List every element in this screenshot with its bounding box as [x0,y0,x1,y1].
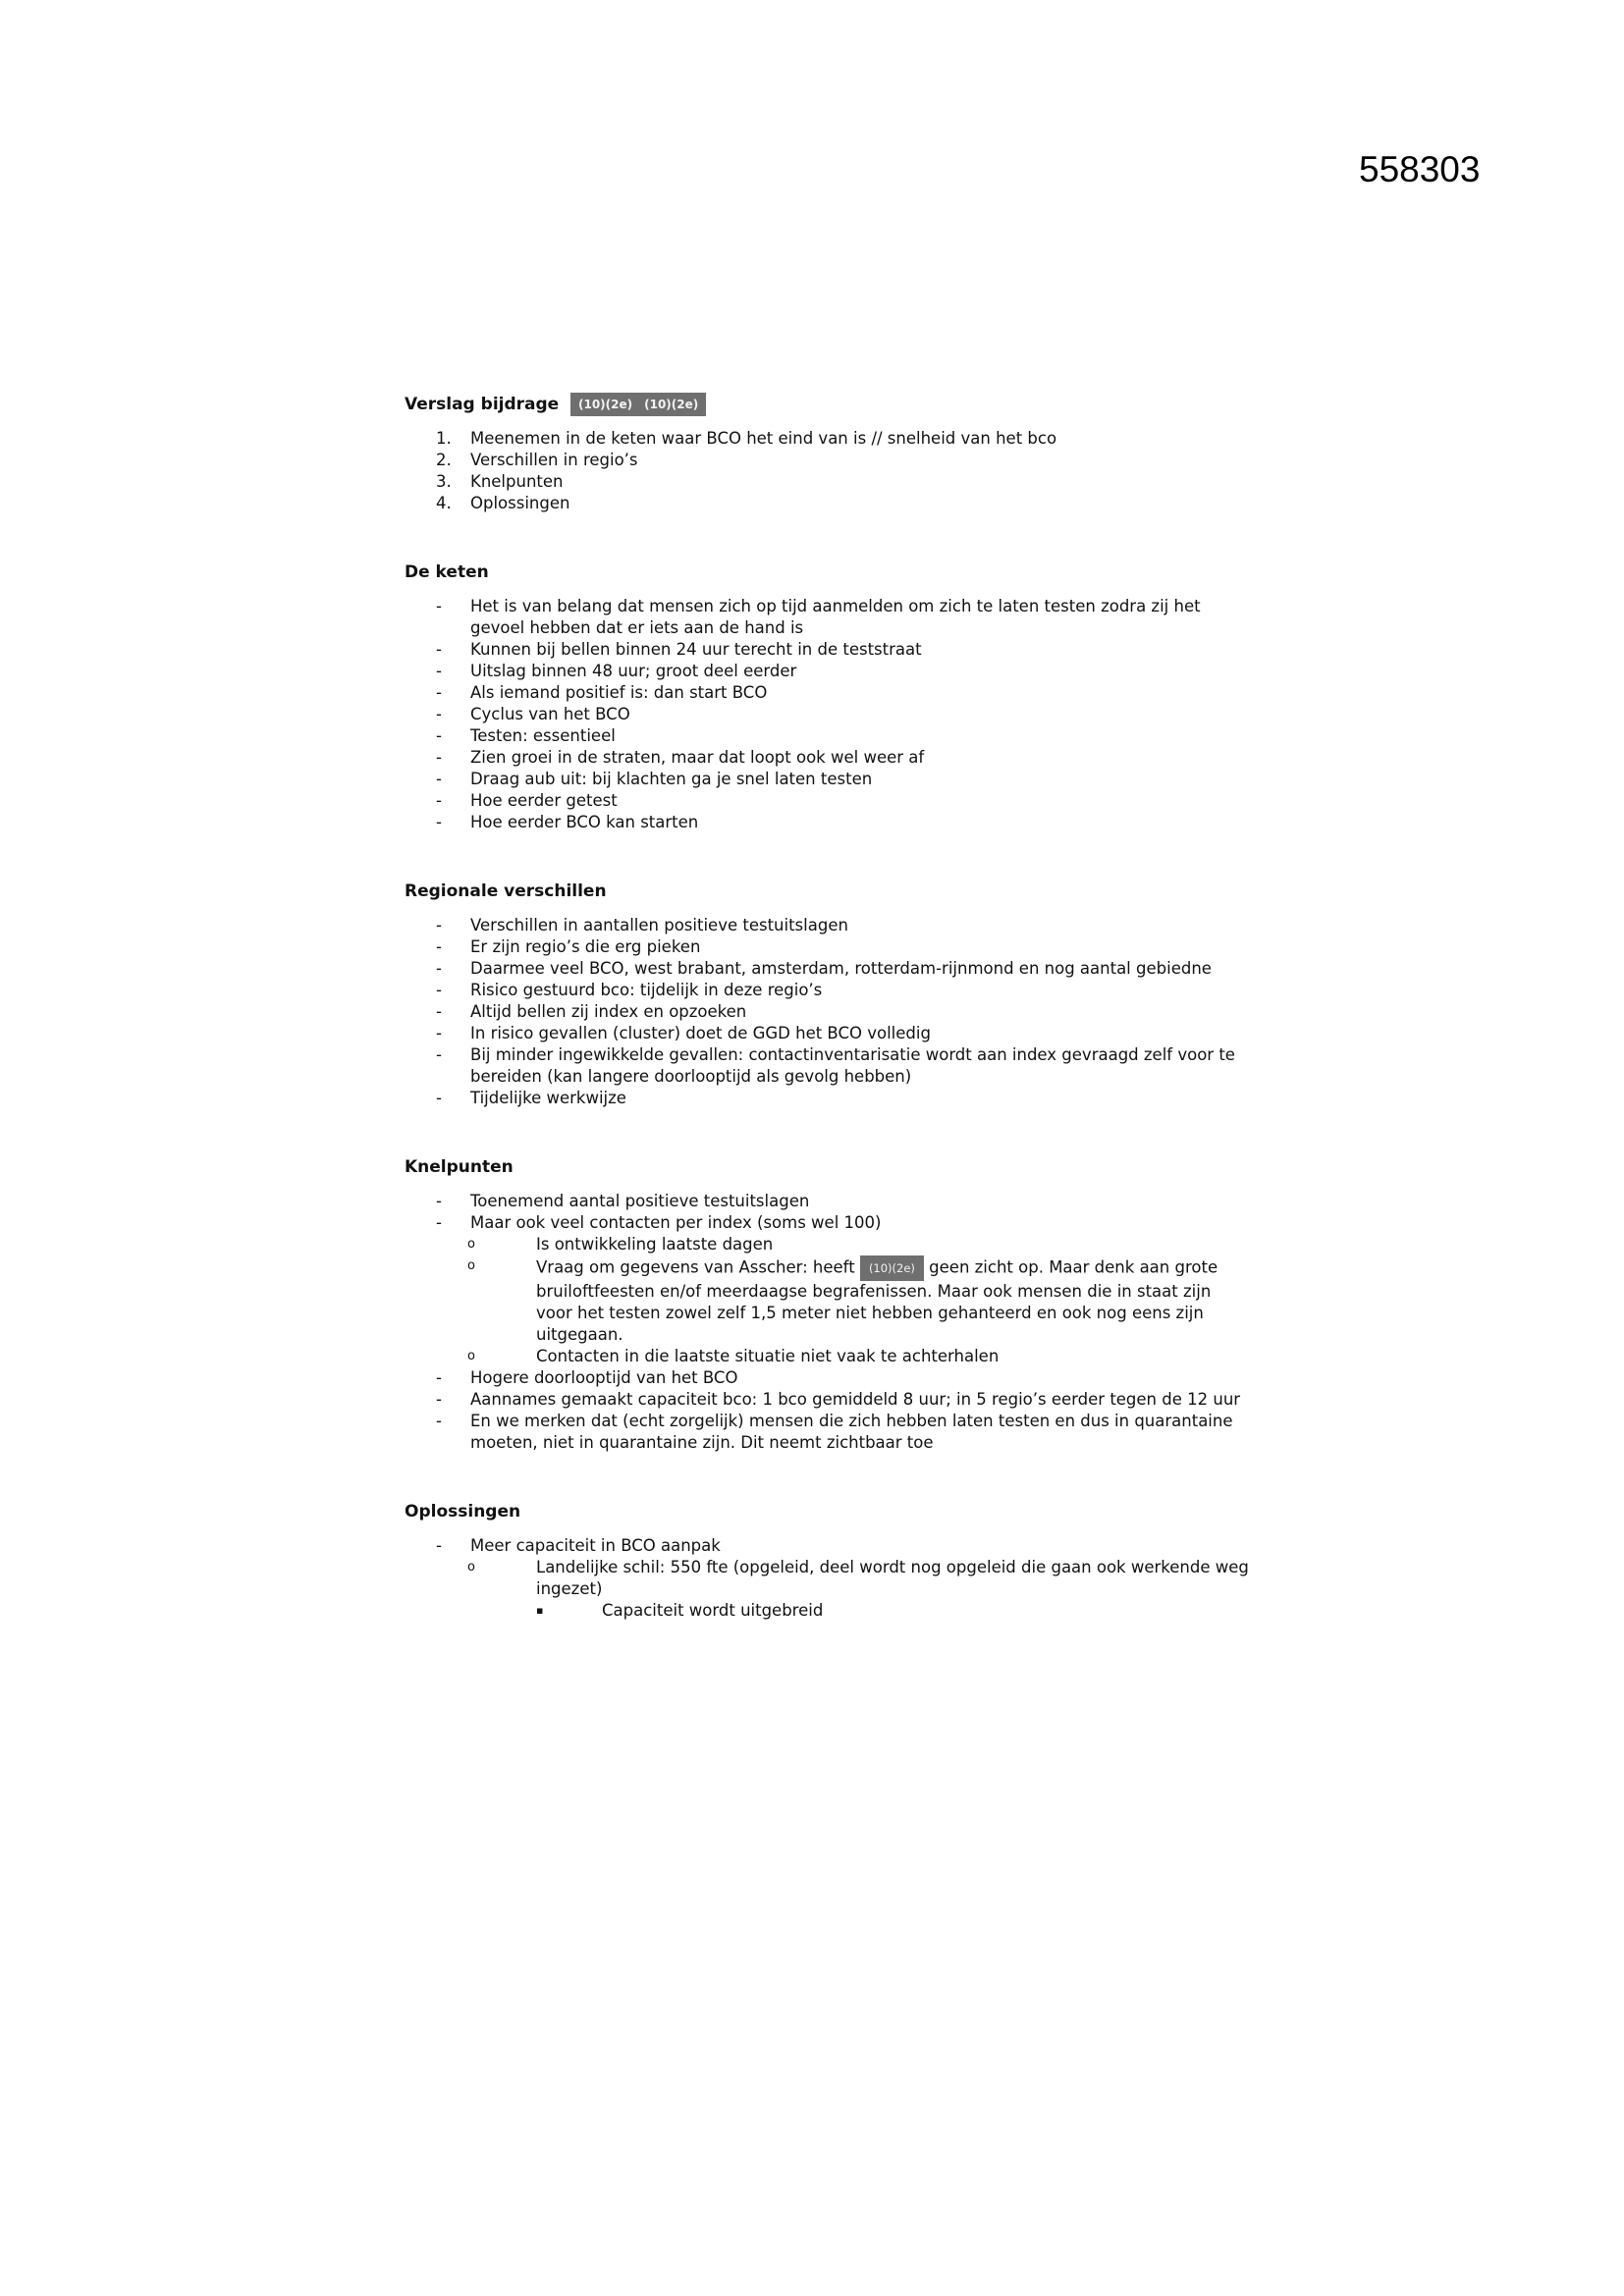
list-item: o Is ontwikkeling laatste dagen [467,1235,774,1254]
oplossingen-subsublist [536,1600,1249,1622]
list-item: 4. Oplossingen [436,494,570,512]
knelpunten-sublist [467,1234,1249,1367]
document-body [405,393,1249,1622]
list-item: - Hogere doorlooptijd van het BCO [436,1368,738,1387]
list-item: - Aannames gemaakt capaciteit bco: 1 bco gemiddeld 8 uur; in 5 regio’s eerder tegen de 12 uur [436,1390,1241,1409]
list-item: - Tijdelijke werkwijze [436,1089,626,1107]
list-item: - Uitslag binnen 48 uur; groot deel eerder [436,662,797,680]
list-item: - Risico gestuurd bco: tijdelijk in deze regio’s [436,981,823,999]
list-item: o Vraag om gegevens van Asscher: heeft (10)(2e) geen zicht op. Maar denk aan grote bruiloftfeesten en/of meerdaagse begrafenissen. Maar ook mensen die in staat zijn voor het testen zowel zelf 1,5 meter niet hebben gehanteerd en ook nog eens zijn uitgegaan. [470,1255,1249,1346]
list-item: - Hoe eerder getest [436,791,618,810]
redaction-block: (10)(2e) [860,1255,924,1281]
list-item: - Verschillen in aantallen positieve testuitslagen [436,916,848,934]
list-item: - Als iemand positief is: dan start BCO [436,683,768,702]
list-item: - In risico gevallen (cluster) doet de GGD het BCO volledig [436,1024,931,1042]
agenda-list [405,428,1249,514]
list-item: - Toenemend aantal positieve testuitslagen [436,1192,810,1210]
oplossingen-list [405,1535,1249,1622]
list-item: - Er zijn regio’s die erg pieken [436,937,701,956]
redaction-block [570,393,706,416]
list-item: 3. Knelpunten [436,472,564,491]
list-item: - Testen: essentieel [436,726,616,745]
list-number: 1. [436,429,452,448]
list-item: - Meer capaciteit in BCO aanpak o Landelijke schil: 550 fte (opgeleid, deel wordt nog opgeleid die gaan ook werkende weg ingezet) ▪ Capaciteit wordt uitgebreid [436,1536,1249,1620]
list-number: 2. [436,451,452,469]
section-heading-regionaal: Regionale verschillen [405,881,607,901]
regionaal-list [405,915,1249,1109]
report-title: Verslag bijdrage [405,395,560,414]
list-item: - Altijd bellen zij index en opzoeken [436,1002,747,1021]
list-item: - Maar ook veel contacten per index (soms wel 100) o Is ontwikkeling laatste dagen o Vraag om gegevens van Asscher: heeft (10)(2e) geen zicht op. Maar denk aan grote bruiloftfeesten en/of meerdaagse begrafenissen. Maar ook mensen die in staat zijn voor het testen zowel zelf 1,5 meter niet hebben gehanteerd en ook nog eens zijn uitgegaan. o Contacten in die laatste situatie niet vaak te achterhalen [405,1212,1249,1367]
redaction-label: (10)(2e) [578,398,633,411]
list-item: - Kunnen bij bellen binnen 24 uur terecht in de teststraat [436,640,922,659]
list-number: 3. [436,472,452,491]
list-item: 2. Verschillen in regio’s [436,451,638,469]
report-title-row [405,393,1249,414]
oplossingen-sublist [467,1557,1249,1622]
section-heading-knelpunten: Knelpunten [405,1157,514,1177]
list-item: 1. Meenemen in de keten waar BCO het eind van is // snelheid van het bco [436,429,1057,448]
list-item: - Hoe eerder BCO kan starten [436,813,699,831]
list-item: - Bij minder ingewikkelde gevallen: contactinventarisatie wordt aan index gevraagd zelf voor te bereiden (kan langere doorlooptijd als gevolg hebben) [436,1045,1235,1086]
knelpunten-list [405,1191,1249,1454]
document-number: 558303 [1359,149,1481,189]
section-heading-keten: De keten [405,562,489,582]
list-item: - Daarmee veel BCO, west brabant, amsterdam, rotterdam-rijnmond en nog aantal gebiedne [436,959,1212,978]
section-heading-oplossingen: Oplossingen [405,1502,521,1522]
list-item: o Contacten in die laatste situatie niet vaak te achterhalen [467,1347,1000,1365]
list-number: 4. [436,494,452,512]
list-item: - Draag aub uit: bij klachten ga je snel laten testen [436,770,873,788]
list-item: ▪ Capaciteit wordt uitgebreid [536,1601,824,1620]
list-item: - Het is van belang dat mensen zich op tijd aanmelden om zich te laten testen zodra zij het gevoel hebben dat er iets aan de hand is [436,597,1201,637]
redaction-label: (10)(2e) [644,398,699,411]
list-item: - Zien groei in de straten, maar dat loopt ook wel weer af [436,748,925,767]
list-item: - Cyclus van het BCO [436,705,630,723]
list-item: o Landelijke schil: 550 fte (opgeleid, deel wordt nog opgeleid die gaan ook werkende weg ingezet) ▪ Capaciteit wordt uitgebreid [467,1558,1249,1620]
keten-list [405,596,1249,833]
list-item: - En we merken dat (echt zorgelijk) mensen die zich hebben laten testen en dus in quarantaine moeten, niet in quarantaine zijn. Dit neemt zichtbaar toe [436,1412,1233,1452]
